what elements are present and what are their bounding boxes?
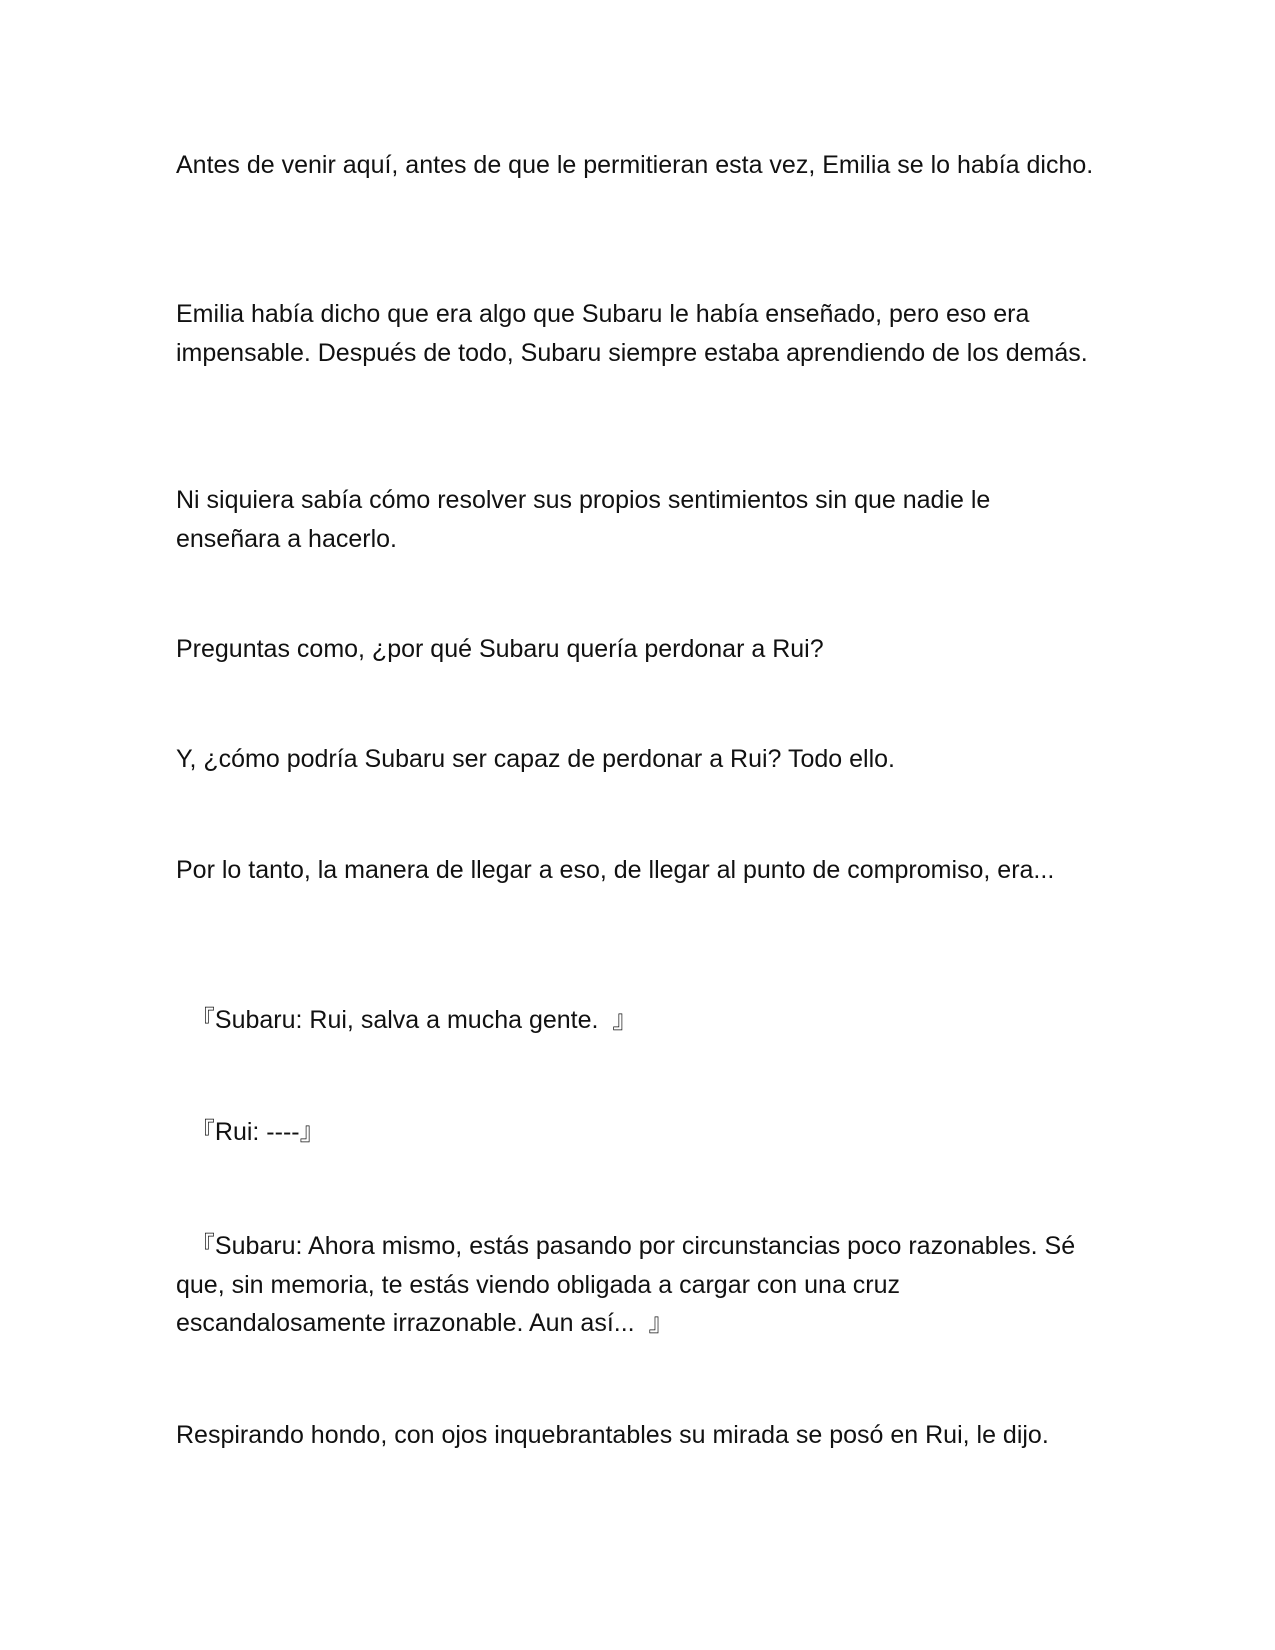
- paragraph-4: Preguntas como, ¿por qué Subaru quería perdonar a Rui?: [176, 635, 824, 663]
- paragraph-3: Ni siquiera sabía cómo resolver sus propios sentimientos sin que nadie le enseñara a hacerlo.: [176, 486, 998, 553]
- paragraph-10: Respirando hondo, con ojos inquebrantables su mirada se posó en Rui, le dijo.: [176, 1421, 1049, 1449]
- paragraph-5: Y, ¿cómo podría Subaru ser capaz de perdonar a Rui? Todo ello.: [176, 745, 895, 773]
- paragraph-2: Emilia había dicho que era algo que Subaru le había enseñado, pero eso era impensable. Después de todo, Subaru siempre estaba aprendiendo de los demás.: [176, 300, 1088, 367]
- paragraph-1: Antes de venir aquí, antes de que le permitieran esta vez, Emilia se lo había dicho.: [176, 151, 1094, 179]
- dialogue-line-rui: 『Rui: ----』: [176, 1118, 325, 1146]
- paragraph-6: Por lo tanto, la manera de llegar a eso, de llegar al punto de compromiso, era...: [176, 856, 1055, 884]
- dialogue-line-subaru-2: 『Subaru: Ahora mismo, estás pasando por circunstancias poco razonables. Sé que, sin memoria, te estás viendo obligada a cargar con una cruz escandalosamente irrazonable. Aun así... 』: [176, 1232, 1083, 1337]
- dialogue-line-subaru-1: 『Subaru: Rui, salva a mucha gente. 』: [176, 1006, 638, 1034]
